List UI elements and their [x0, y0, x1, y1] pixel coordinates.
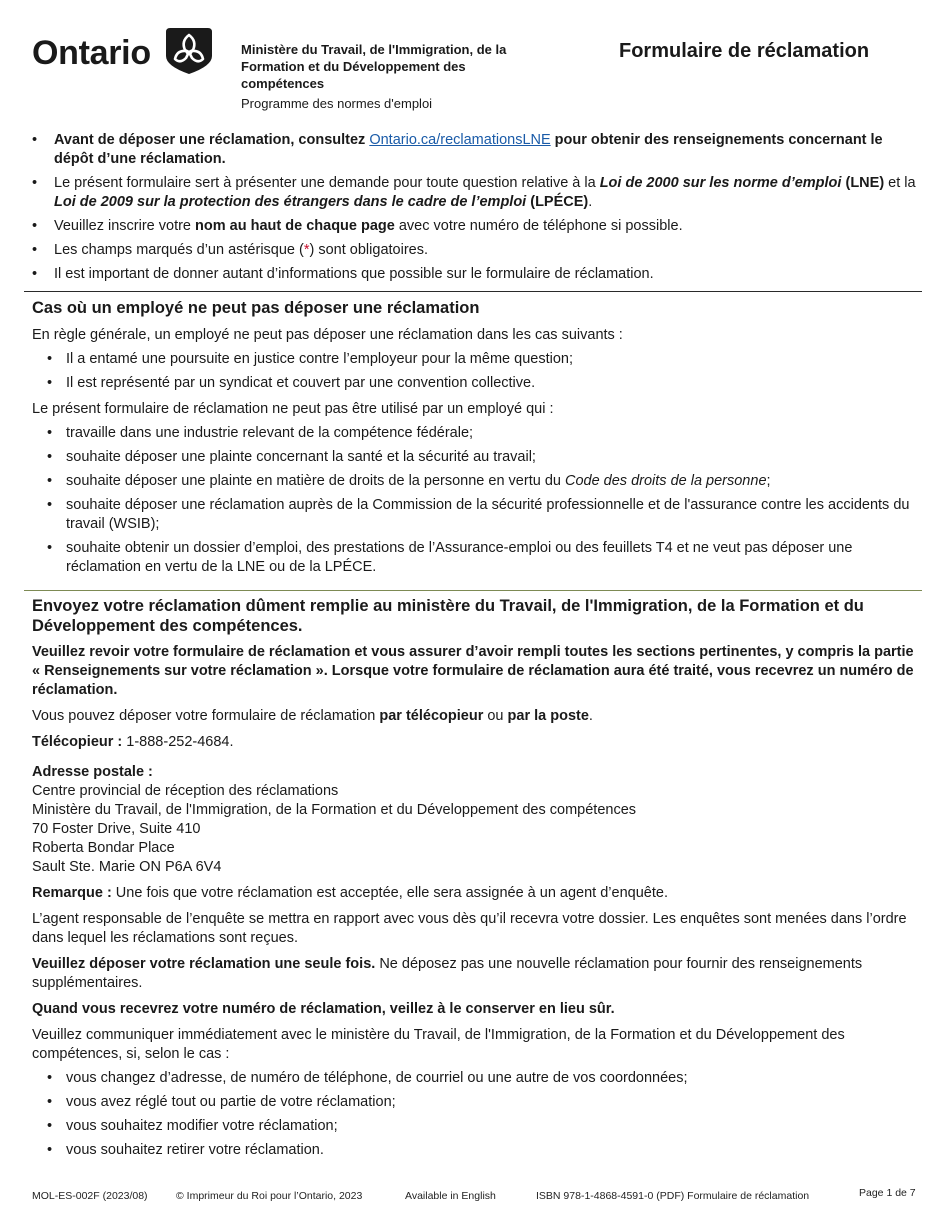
paragraph: En règle générale, un employé ne peut pas déposer une réclamation dans les cas suivants :: [32, 327, 623, 343]
review-paragraph: Veuillez revoir votre formulaire de réclamation et vous assurer d’avoir rempli toutes les sections pertinentes, y compris la partie « Renseignements sur votre réclamation ». Lorsque votre formulaire de réclamation aura été traité, vous recevrez un numéro de réclamation.: [32, 644, 914, 698]
trillium-icon: [166, 26, 212, 74]
section-title: Envoyez votre réclamation dûment remplie au ministère du Travail, de l'Immigration, de la Formation et du Développement des compétences.: [32, 597, 864, 635]
form-title: Formulaire de réclamation: [619, 40, 870, 62]
intro-list: [32, 131, 922, 289]
list-item: • souhaite déposer une réclamation auprès de la Commission de la sécurité professionnelle et de l'assurance contre les accidents du travail (WSIB);: [32, 496, 922, 534]
section-submit: [32, 596, 922, 1165]
ministry-name: Ministère du Travail, de l'Immigration, de la Formation et du Développement des compétences: [241, 42, 507, 91]
changes-list: [32, 1069, 922, 1160]
keep-paragraph: Quand vous recevrez votre numéro de réclamation, veillez à le conserver en lieu sûr.: [32, 1001, 615, 1017]
list-item: • Il a entamé une poursuite en justice contre l’employeur pour la même question;: [32, 350, 922, 369]
address-label: Adresse postale :: [32, 764, 153, 780]
section-ineligible: [32, 298, 922, 582]
excluded-list: [32, 424, 922, 577]
list-item: • vous souhaitez retirer votre réclamation.: [32, 1141, 922, 1160]
footer-copyright: © Imprimeur du Roi pour l’Ontario, 2023: [176, 1190, 363, 1202]
section-divider: [24, 590, 922, 591]
footer-form-id: MOL-ES-002F (2023/08): [32, 1190, 148, 1202]
logo-wordmark: Ontario: [32, 34, 151, 72]
submit-paragraph: Vous pouvez déposer votre formulaire de réclamation par télécopieur ou par la poste.: [32, 708, 593, 724]
fax-number: Télécopieur : 1-888-252-4684.: [32, 734, 234, 750]
list-item: • vous souhaitez modifier votre réclamation;: [32, 1117, 922, 1136]
program-name: Programme des normes d'emploi: [241, 96, 433, 111]
section-divider: [24, 291, 922, 292]
mailing-address: Adresse postale : Centre provincial de réception des réclamations Ministère du Travail, de l'Immigration, de la Formation et du Développement des compétences 70 Foster Drive, Suite 410 Roberta Bondar Place Sault Ste. Marie ON P6A 6V4: [32, 764, 637, 875]
list-item: • souhaite déposer une plainte en matière de droits de la personne en vertu du Code des droits de la personne;: [32, 472, 922, 491]
list-item: • souhaite obtenir un dossier d’emploi, des prestations de l’Assurance-emploi ou des feuillets T4 et ne veut pas déposer une réclamation en vertu de la LNE ou de la LPÉCE.: [32, 539, 922, 577]
list-item: • souhaite déposer une plainte concernant la santé et la sécurité au travail;: [32, 448, 922, 467]
intro-item: • Avant de déposer une réclamation, consultez Ontario.ca/reclamationsLNE pour obtenir des renseignements concernant le dépôt d’une réclamation.: [32, 131, 922, 169]
reclamations-link[interactable]: Ontario.ca/reclamationsLNE: [369, 132, 551, 148]
once-paragraph: Veuillez déposer votre réclamation une seule fois. Ne déposez pas une nouvelle réclamation pour fournir des renseignements supplémentaires.: [32, 956, 863, 991]
list-item: • vous avez réglé tout ou partie de votre réclamation;: [32, 1093, 922, 1112]
list-item: • travaille dans une industrie relevant de la compétence fédérale;: [32, 424, 922, 443]
footer-english: Available in English: [405, 1190, 496, 1202]
ineligible-list: [32, 350, 922, 393]
page-number: Page 1 de 7: [859, 1187, 916, 1199]
intro-item: • Il est important de donner autant d’informations que possible sur le formulaire de réclamation.: [32, 265, 922, 284]
section-title: Cas où un employé ne peut pas déposer une réclamation: [32, 299, 480, 317]
agent-paragraph: L’agent responsable de l’enquête se mettra en rapport avec vous dès qu’il recevra votre dossier. Les enquêtes sont menées dans l’ordre dans lequel les réclamations sont reçues.: [32, 911, 907, 946]
footer-isbn: ISBN 978-1-4868-4591-0 (PDF) Formulaire de réclamation: [536, 1190, 810, 1202]
note-paragraph: Remarque : Une fois que votre réclamation est acceptée, elle sera assignée à un agent d’enquête.: [32, 885, 668, 901]
intro-item: • Les champs marqués d’un astérisque (*) sont obligatoires.: [32, 241, 922, 260]
list-item: • vous changez d’adresse, de numéro de téléphone, de courriel ou une autre de vos coordonnées;: [32, 1069, 922, 1088]
paragraph: Le présent formulaire de réclamation ne peut pas être utilisé par un employé qui :: [32, 401, 554, 417]
list-item: • Il est représenté par un syndicat et couvert par une convention collective.: [32, 374, 922, 393]
intro-item: • Veuillez inscrire votre nom au haut de chaque page avec votre numéro de téléphone si possible.: [32, 217, 922, 236]
contact-paragraph: Veuillez communiquer immédiatement avec le ministère du Travail, de l'Immigration, de la Formation et du Développement des compétences, si, selon le cas :: [32, 1027, 845, 1062]
intro-item: • Le présent formulaire sert à présenter une demande pour toute question relative à la Loi de 2000 sur les norme d’emploi (LNE) et la Loi de 2009 sur la protection des étrangers dans le cadre de l’emploi (LPÉCE).: [32, 174, 922, 212]
required-asterisk: *: [303, 242, 310, 258]
